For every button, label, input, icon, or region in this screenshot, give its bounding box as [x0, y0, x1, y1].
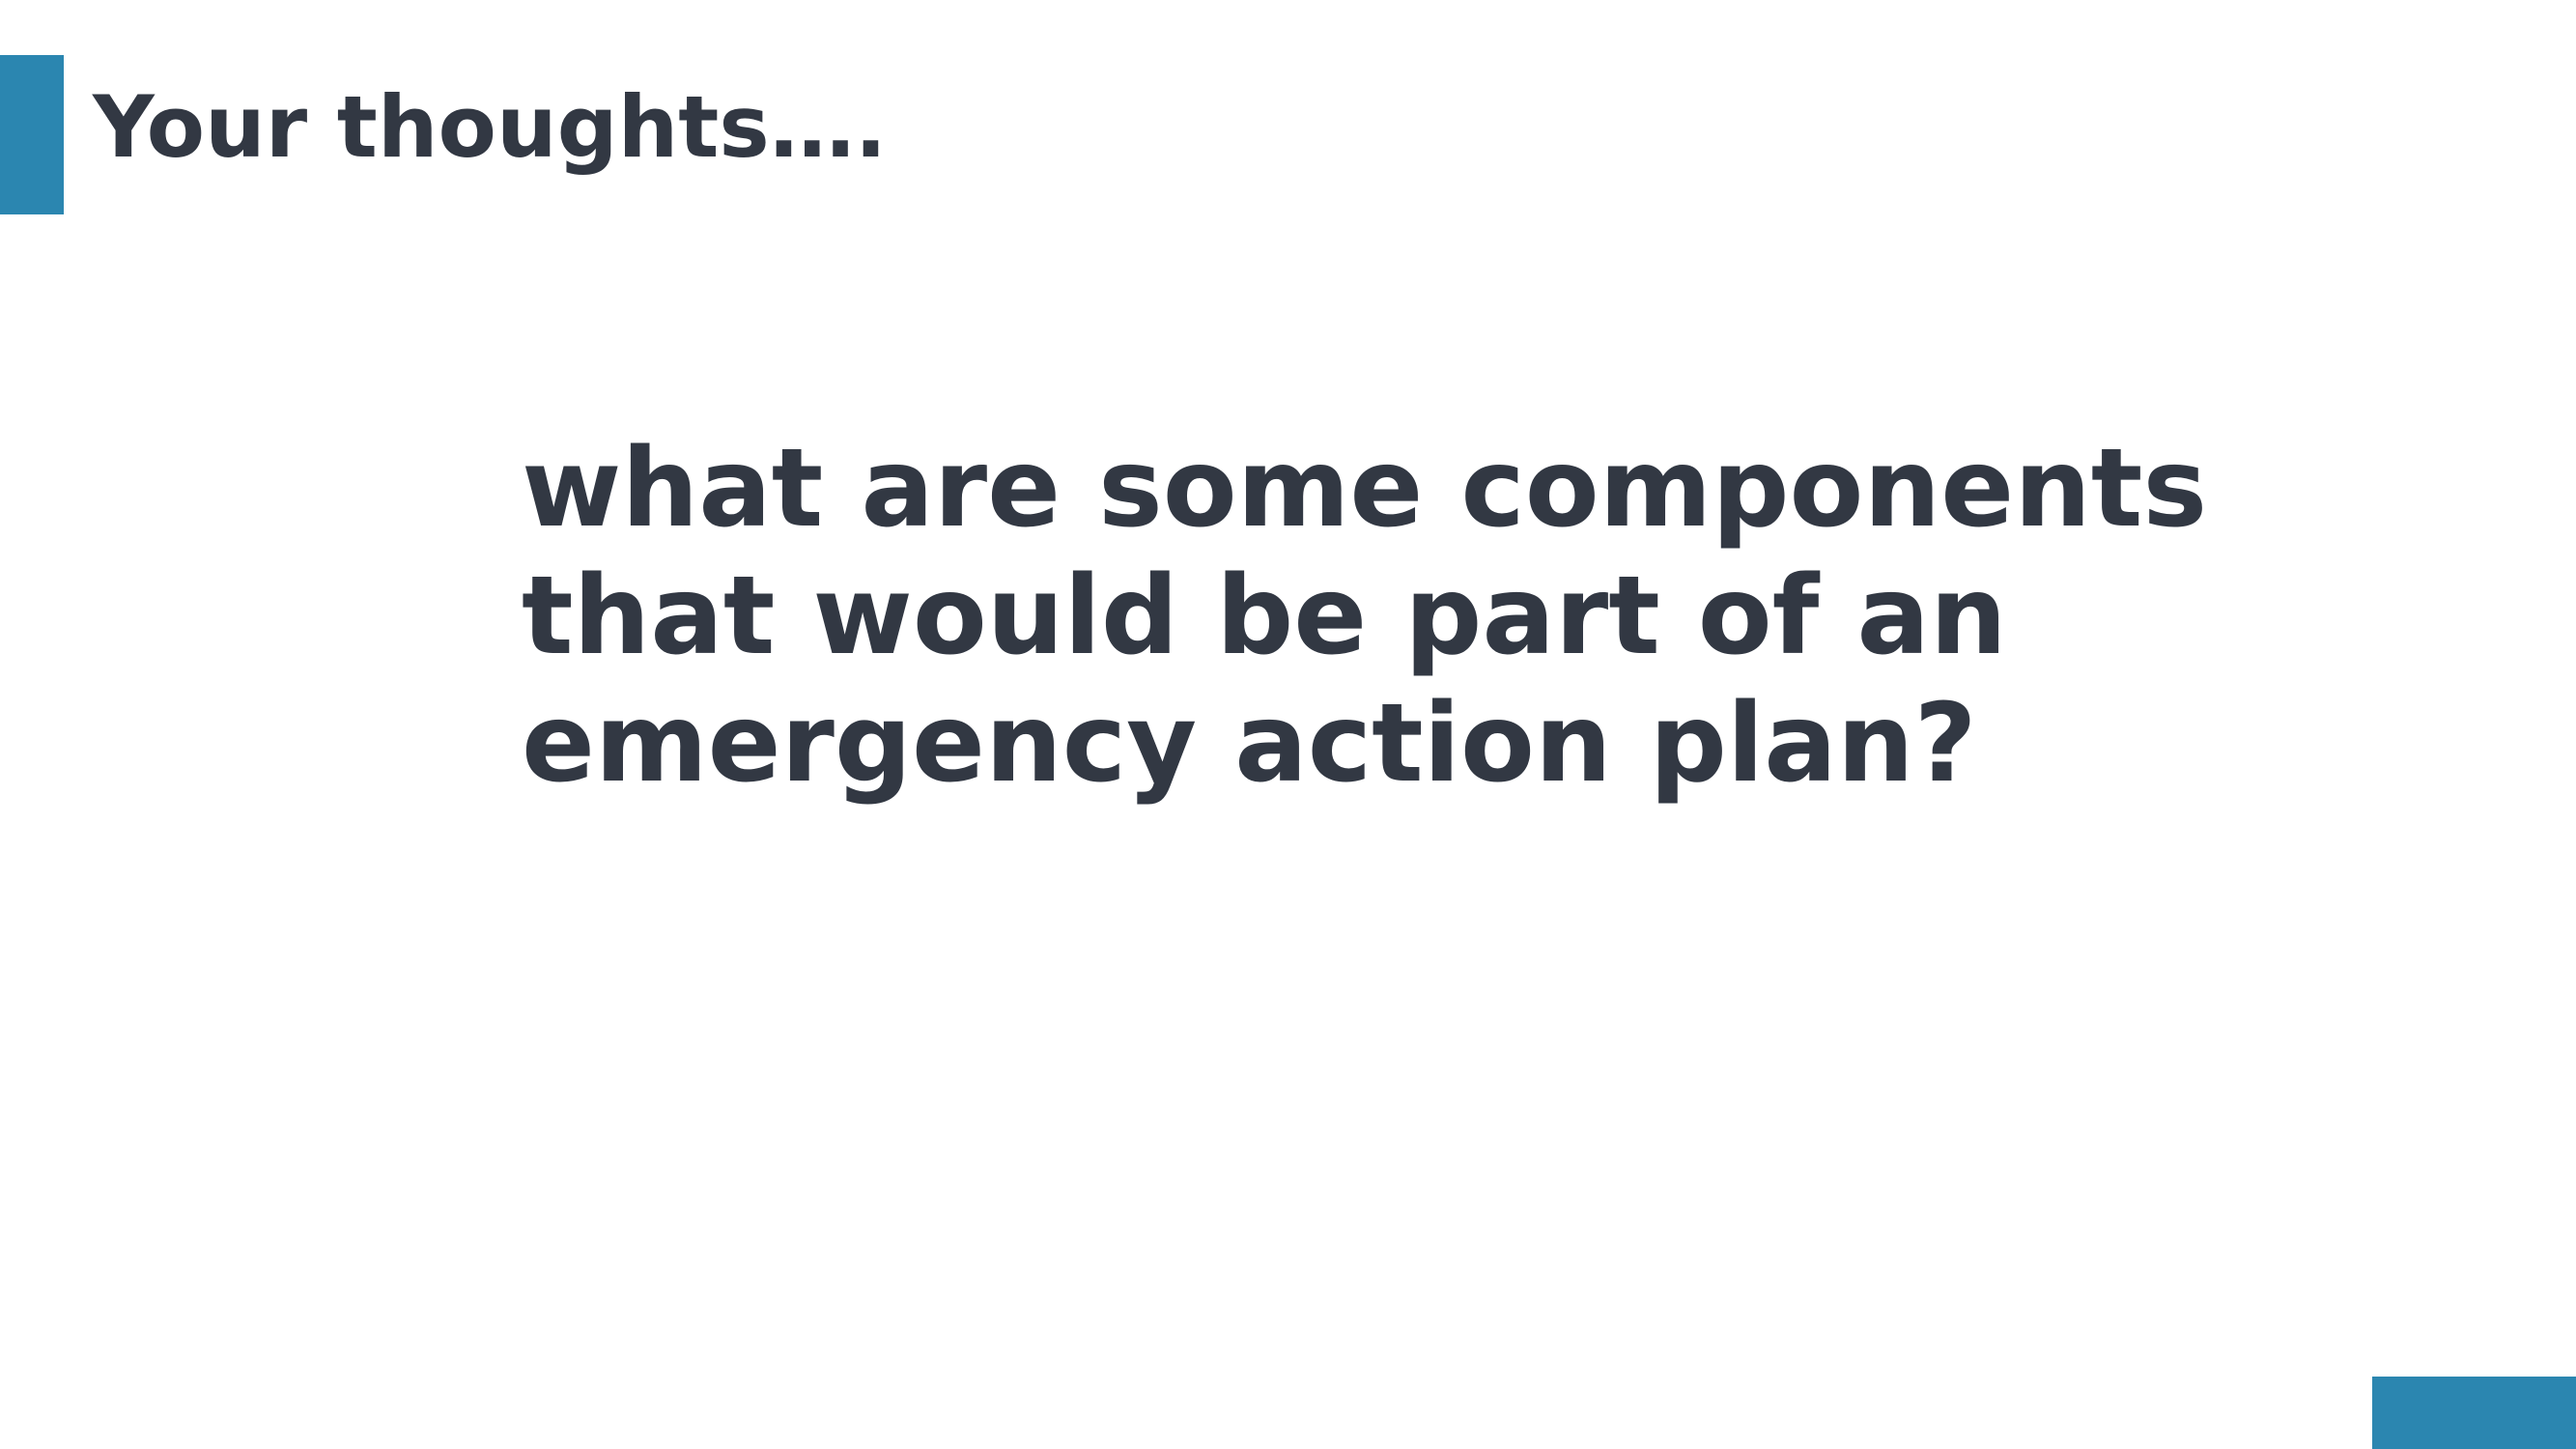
slide-title: Your thoughts….	[93, 77, 888, 177]
question-text	[522, 425, 2208, 808]
bottom-right-accent-bar	[2372, 1377, 2576, 1449]
question-line-1: what are some components	[522, 426, 2208, 552]
question-line-3: emergency action plan?	[522, 681, 1977, 807]
left-accent-bar	[0, 55, 64, 214]
question-line-2: that would be part of an	[522, 554, 2007, 679]
